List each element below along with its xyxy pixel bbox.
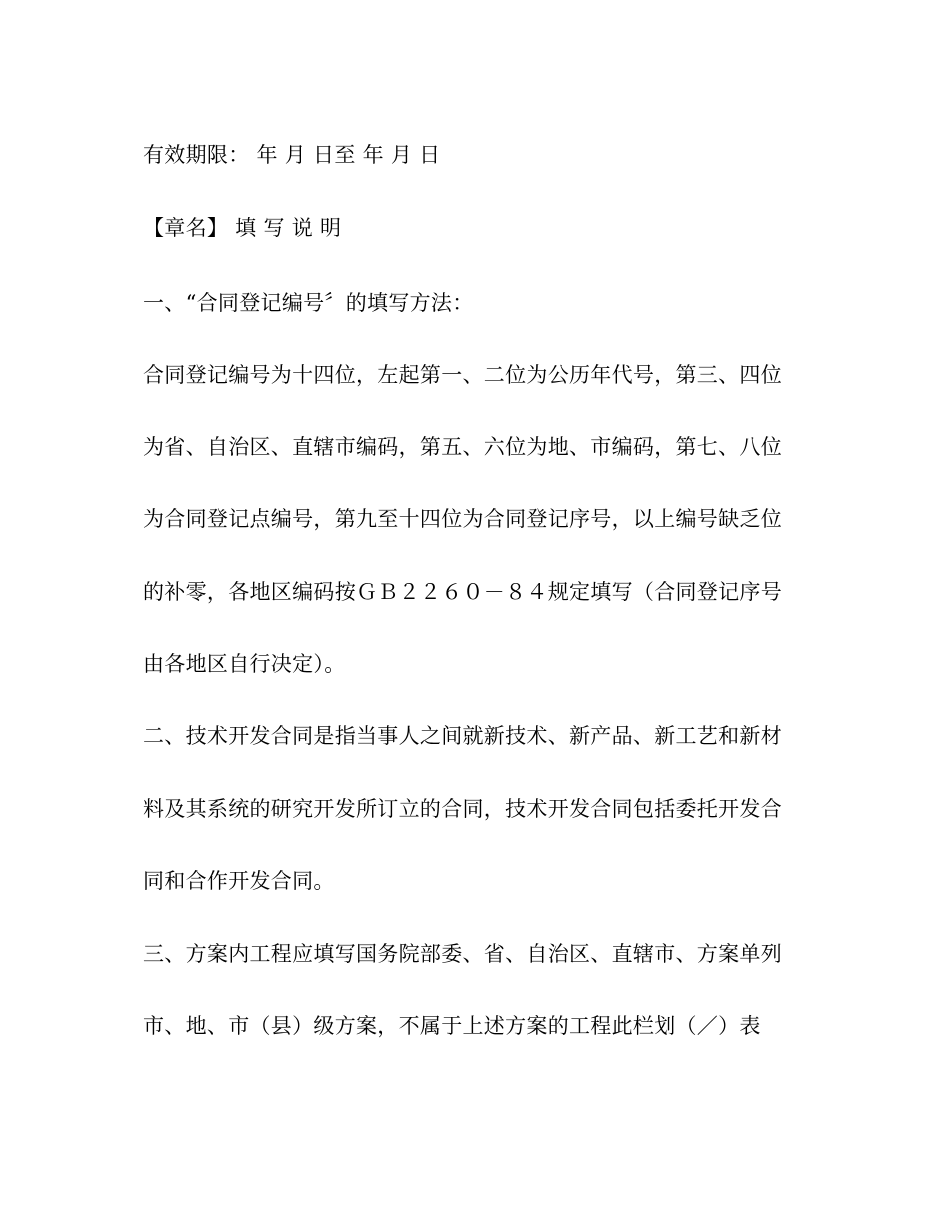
paragraph-line: 同和合作开发合同。: [143, 869, 335, 893]
section-three-line: 三、方案内工程应填写国务院部委、省、自治区、直辖市、方案单列: [143, 942, 782, 966]
validity-period-line: 有效期限： 年 月 日至 年 月 日: [143, 143, 441, 167]
paragraph-line: 市、地、市（县）级方案，不属于上述方案的工程此栏划（／）表: [143, 1014, 761, 1038]
paragraph-line: 合同登记编号为十四位，左起第一、二位为公历年代号，第三、四位: [143, 363, 782, 387]
paragraph-line: 料及其系统的研究开发所订立的合同，技术开发合同包括委托开发合: [143, 797, 782, 821]
paragraph-line: 的补零，各地区编码按ＧＢ２２６０－８４规定填写（合同登记序号: [143, 580, 782, 604]
chapter-heading: 【章名】 填 写 说 明: [143, 216, 342, 240]
paragraph-line: 为合同登记点编号，第九至十四位为合同登记序号，以上编号缺乏位: [143, 507, 782, 531]
paragraph-line: 由各地区自行决定）。: [143, 652, 346, 676]
section-one-title: 一、“合同登记编号〞的填写方法：: [143, 291, 474, 315]
section-two-line: 二、技术开发合同是指当事人之间就新技术、新产品、新工艺和新材: [143, 724, 782, 748]
paragraph-line: 为省、自治区、直辖市编码，第五、六位为地、市编码，第七、八位: [143, 435, 782, 459]
